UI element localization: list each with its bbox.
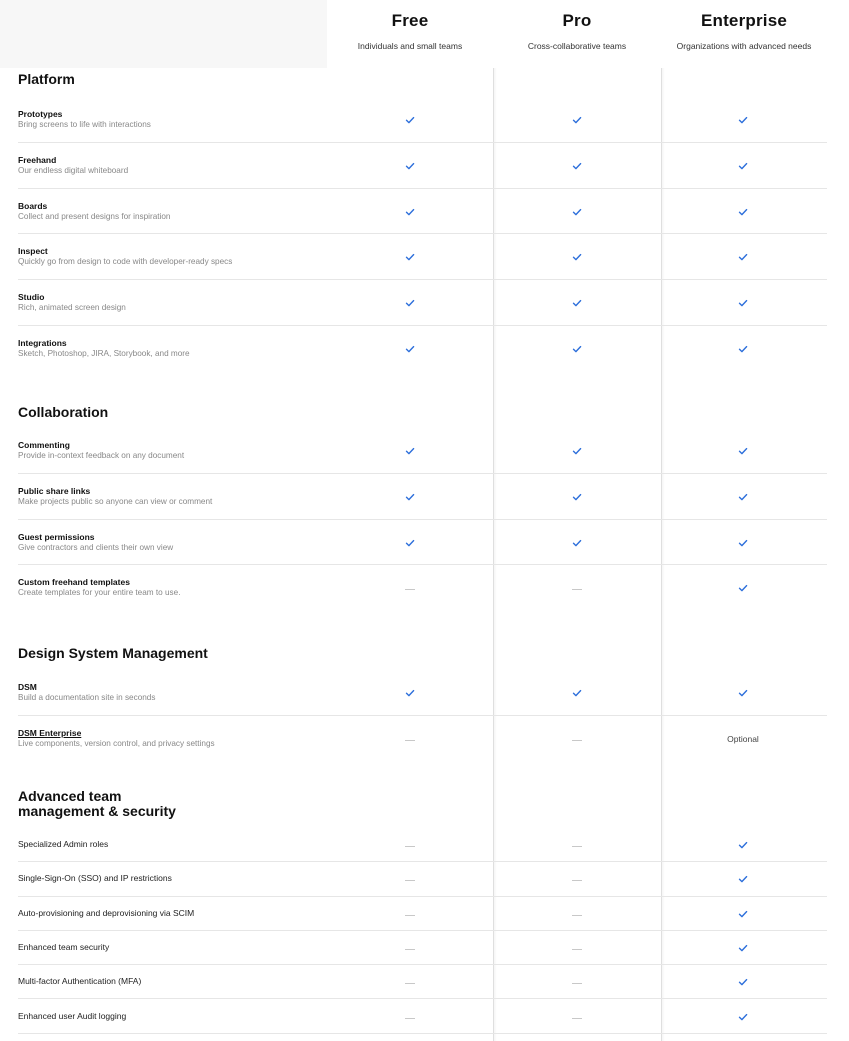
cell-free: [400, 1012, 420, 1024]
feature-name: Studio: [18, 292, 45, 303]
cell-free: [400, 909, 420, 921]
cell-enterprise: [733, 839, 753, 851]
cell-pro: [567, 1012, 587, 1024]
section-title-line: Advanced team: [18, 788, 122, 804]
cell-free: [400, 537, 420, 549]
feature-description: Build a documentation site in seconds: [18, 693, 156, 702]
plan-name: Free: [391, 11, 429, 30]
cell-pro: [567, 977, 587, 989]
check-icon: [567, 297, 587, 309]
cell-pro: [567, 114, 587, 126]
check-icon: [400, 491, 420, 503]
cell-enterprise: [733, 160, 753, 172]
section-title: [18, 789, 176, 819]
cell-free: [400, 840, 420, 852]
table-row: [0, 565, 827, 611]
cell-free: [400, 445, 420, 457]
cell-enterprise: [733, 908, 753, 920]
cell-free: [400, 943, 420, 955]
dash-icon: [572, 915, 582, 916]
table-row: [0, 189, 827, 235]
cell-enterprise: [733, 537, 753, 549]
check-icon: [400, 114, 420, 126]
cell-enterprise: [733, 491, 753, 503]
cell-pro: [567, 297, 587, 309]
dash-icon: [572, 983, 582, 984]
feature-description: Sketch, Photoshop, JIRA, Storybook, and more: [18, 349, 190, 358]
table-row: [0, 716, 827, 762]
check-icon: [400, 206, 420, 218]
cell-pro: [567, 909, 587, 921]
check-icon: [567, 687, 587, 699]
check-icon: [733, 1011, 753, 1023]
feature-description: Provide in-context feedback on any document: [18, 451, 185, 460]
check-icon: [733, 297, 753, 309]
table-row: [0, 931, 827, 965]
cell-enterprise: [733, 251, 753, 263]
dash-icon: [572, 740, 582, 741]
feature-name: DSM: [18, 682, 37, 692]
dash-icon: [572, 846, 582, 847]
cell-free: [400, 251, 420, 263]
feature-description: Our endless digital whiteboard: [18, 165, 129, 175]
cell-free: [400, 343, 420, 355]
cell-free: [400, 491, 420, 503]
feature-name: Specialized Admin roles: [18, 839, 109, 850]
cell-enterprise: [733, 942, 753, 954]
feature-name: Public share links: [18, 485, 91, 496]
table-row: [0, 428, 827, 474]
check-icon: [733, 114, 753, 126]
dash-icon: [405, 589, 415, 590]
table-row: [0, 474, 827, 520]
cell-enterprise: [733, 343, 753, 355]
check-icon: [567, 160, 587, 172]
feature-description: Make projects public so anyone can view or comment: [18, 496, 213, 506]
plans-header: [0, 0, 827, 68]
feature-name: Boards: [18, 200, 48, 211]
cell-pro: [567, 160, 587, 172]
section-title-line: management & security: [18, 803, 176, 819]
plan-name: Pro: [562, 11, 592, 30]
cell-enterprise: [733, 687, 753, 699]
check-icon: [733, 491, 753, 503]
table-row: [0, 897, 827, 931]
cell-enterprise: [733, 582, 753, 594]
dash-icon: [405, 949, 415, 950]
table-row: [0, 234, 827, 280]
cell-pro: [567, 491, 587, 503]
check-icon: [733, 206, 753, 218]
feature-name: Inspect: [18, 246, 48, 257]
cell-enterprise: [733, 297, 753, 309]
feature-name: Multi-factor Authentication (MFA): [18, 976, 142, 987]
cell-free: [400, 114, 420, 126]
feature-name: Guest permissions: [18, 531, 95, 542]
feature-name: Integrations: [18, 338, 67, 348]
check-icon: [567, 206, 587, 218]
check-icon: [400, 445, 420, 457]
table-row: [0, 965, 827, 999]
row-divider: [18, 1033, 827, 1034]
plan-name: Enterprise: [700, 11, 788, 30]
dash-icon: [405, 1018, 415, 1019]
feature-name: Enhanced user Audit logging: [18, 1010, 127, 1021]
check-icon: [733, 537, 753, 549]
cell-pro: [567, 734, 587, 746]
cell-enterprise: [733, 114, 753, 126]
feature-name: Prototypes: [18, 109, 63, 119]
plan-description: Individuals and small teams: [357, 41, 463, 51]
table-row: [0, 828, 827, 862]
dash-icon: [572, 1018, 582, 1019]
table-row: [0, 862, 827, 896]
cell-pro: [567, 206, 587, 218]
cell-pro: [567, 445, 587, 457]
check-icon: [400, 343, 420, 355]
feature-name: Enhanced team security: [18, 942, 110, 953]
cell-free: [400, 977, 420, 989]
check-icon: [400, 687, 420, 699]
table-row: [0, 280, 827, 326]
header-spacer: [0, 0, 327, 68]
check-icon: [400, 251, 420, 263]
check-icon: [567, 114, 587, 126]
feature-description: Collect and present designs for inspiration: [18, 211, 171, 221]
check-icon: [733, 445, 753, 457]
feature-description: Live components, version control, and privacy settings: [18, 738, 215, 748]
cell-enterprise-text: Optional: [727, 733, 759, 744]
feature-name: Custom freehand templates: [18, 577, 130, 588]
dash-icon: [572, 949, 582, 950]
check-icon: [733, 942, 753, 954]
dash-icon: [572, 880, 582, 881]
section-title: Design System Management: [18, 645, 208, 661]
feature-description: Rich, animated screen design: [18, 303, 126, 313]
check-icon: [733, 687, 753, 699]
cell-enterprise: [733, 976, 753, 988]
check-icon: [733, 908, 753, 920]
check-icon: [733, 839, 753, 851]
check-icon: [567, 251, 587, 263]
table-row: [0, 520, 827, 566]
check-icon: [567, 537, 587, 549]
cell-pro: [567, 943, 587, 955]
table-row: [0, 143, 827, 189]
check-icon: [733, 976, 753, 988]
cell-pro: [567, 343, 587, 355]
check-icon: [567, 491, 587, 503]
cell-free: [400, 297, 420, 309]
plan-free: [327, 0, 493, 68]
feature-description: Give contractors and clients their own view: [18, 542, 174, 552]
cell-free: [400, 160, 420, 172]
feature-description: Bring screens to life with interactions: [18, 120, 151, 129]
feature-name: Freehand: [18, 154, 57, 165]
plan-enterprise: [661, 0, 827, 68]
cell-free: [400, 874, 420, 886]
feature-name[interactable]: DSM Enterprise: [18, 727, 82, 738]
section-title: Collaboration: [18, 404, 109, 420]
check-icon: [733, 873, 753, 885]
feature-name: Single-Sign-On (SSO) and IP restrictions: [18, 873, 172, 884]
dash-icon: [405, 846, 415, 847]
cell-pro: [567, 687, 587, 699]
table-row: [0, 326, 827, 372]
feature-description: Quickly go from design to code with developer-ready specs: [18, 257, 233, 267]
cell-enterprise: [733, 1011, 753, 1023]
dash-icon: [572, 589, 582, 590]
check-icon: [400, 537, 420, 549]
cell-enterprise: [733, 206, 753, 218]
dash-icon: [405, 740, 415, 741]
cell-free: [400, 206, 420, 218]
check-icon: [567, 445, 587, 457]
cell-free: [400, 687, 420, 699]
feature-description: Create templates for your entire team to use.: [18, 588, 181, 598]
section-title: Platform: [18, 71, 75, 87]
cell-enterprise: [733, 445, 753, 457]
table-row: [0, 1000, 827, 1034]
table-row: [0, 670, 827, 716]
cell-pro: [567, 874, 587, 886]
check-icon: [733, 582, 753, 594]
feature-name: Auto-provisioning and deprovisioning via SCIM: [18, 907, 195, 918]
dash-icon: [405, 880, 415, 881]
cell-free: [400, 734, 420, 746]
plan-pro: [493, 0, 661, 68]
check-icon: [567, 343, 587, 355]
check-icon: [733, 343, 753, 355]
plan-description: Organizations with advanced needs: [676, 41, 812, 51]
check-icon: [400, 160, 420, 172]
feature-name: Commenting: [18, 440, 70, 450]
cell-pro: [567, 251, 587, 263]
cell-enterprise: [733, 873, 753, 885]
plan-description: Cross-collaborative teams: [527, 41, 627, 51]
dash-icon: [405, 983, 415, 984]
check-icon: [733, 160, 753, 172]
cell-free: [400, 583, 420, 595]
cell-pro: [567, 583, 587, 595]
cell-pro: [567, 537, 587, 549]
cell-pro: [567, 840, 587, 852]
dash-icon: [405, 915, 415, 916]
check-icon: [400, 297, 420, 309]
table-row: [0, 97, 827, 143]
check-icon: [733, 251, 753, 263]
